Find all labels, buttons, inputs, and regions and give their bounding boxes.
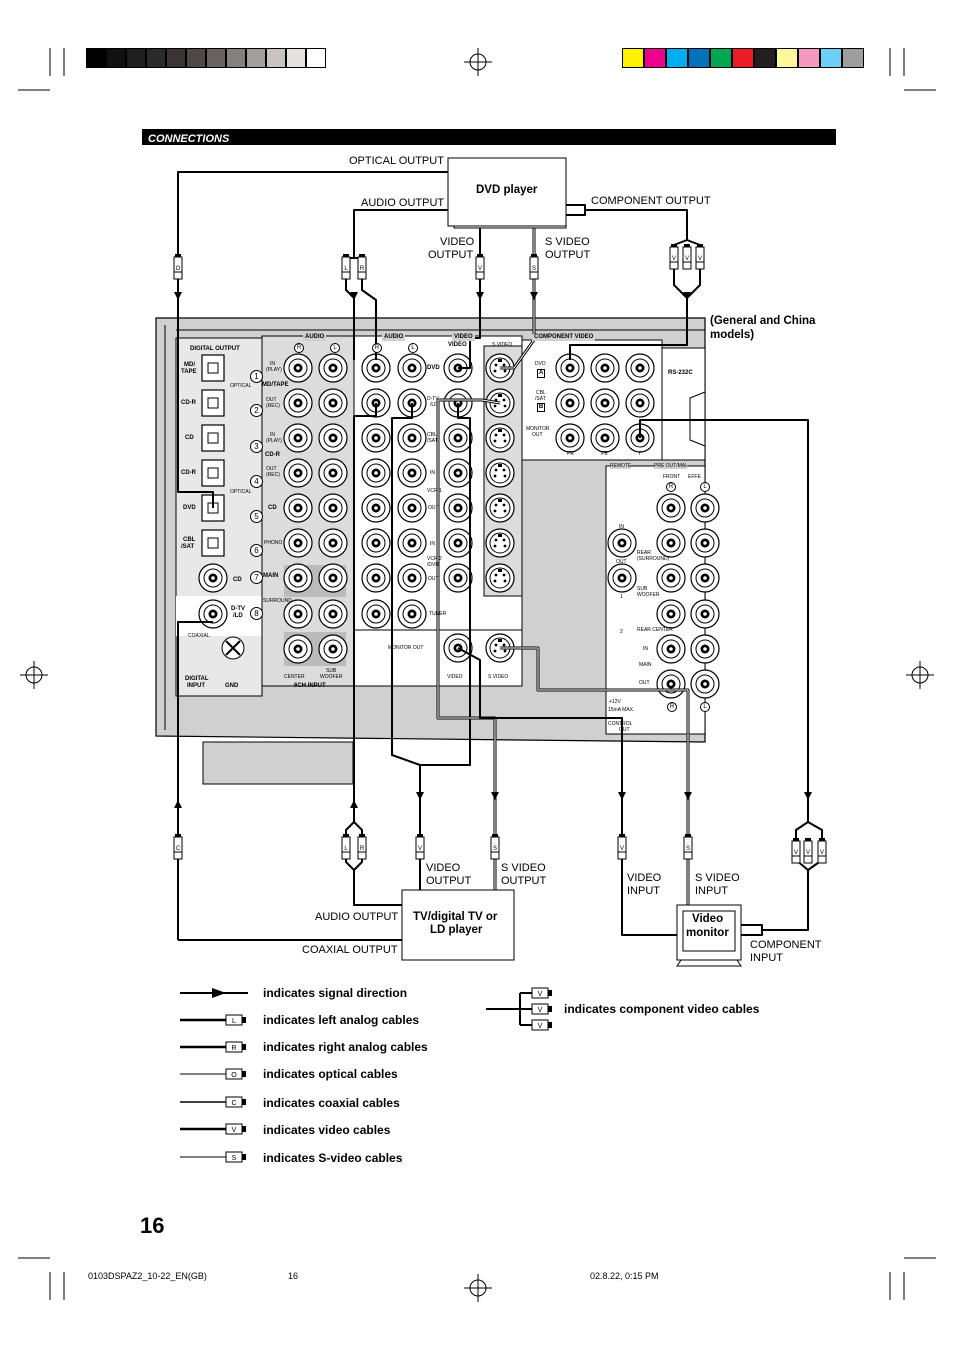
channel-marker: L <box>700 702 710 712</box>
cd-coax-label: CD <box>233 577 242 583</box>
legend-left-analog: indicates left analog cables <box>263 1013 420 1027</box>
legend-component-cable <box>486 993 532 1025</box>
audio-jack <box>398 529 426 557</box>
circled-number: 1 <box>250 370 263 383</box>
component-output-label: COMPONENT OUTPUT <box>591 195 711 207</box>
audio-jack <box>319 564 347 592</box>
audio-jack <box>284 459 312 487</box>
svg-text:O: O <box>231 1072 237 1079</box>
svg-text:V: V <box>231 1127 237 1134</box>
audio-jack <box>284 354 312 382</box>
video-monitor-title-1: Video <box>692 913 724 925</box>
svg-text:L: L <box>344 266 348 272</box>
svideo-plug <box>530 254 538 279</box>
optical-port <box>202 390 224 416</box>
y-label: Y <box>638 451 642 457</box>
dvd-analog-label: DVD <box>427 365 440 371</box>
dvd-video-output-label-1: VIDEO <box>440 236 475 248</box>
channel-marker: R <box>666 482 676 492</box>
tv-audio-output-label: AUDIO OUTPUT <box>315 911 399 923</box>
comp-plug <box>792 838 800 863</box>
comp-monitor-out-label-2: OUT <box>532 432 543 438</box>
sub-woofer-out-label-2: WOOFER <box>637 592 660 598</box>
dvd-component-cable <box>585 210 687 240</box>
comp-plug <box>696 244 704 269</box>
audio-jack <box>284 529 312 557</box>
comp-plug <box>804 838 812 863</box>
main-in-label: IN <box>643 646 648 652</box>
cdr-in-label: IN <box>270 432 275 438</box>
preout-jack <box>657 529 685 557</box>
optical-port <box>202 460 224 486</box>
sub-woofer-label-2: WOOFER <box>320 674 343 680</box>
audio-jack <box>398 424 426 452</box>
component-video-label: COMPONENT VIDEO <box>534 334 594 340</box>
svg-text:L: L <box>232 1018 236 1025</box>
optical-port <box>202 355 224 381</box>
tv-video-output-label-1: VIDEO <box>426 862 461 874</box>
cbl-sat-analog-label-1: CBL <box>427 432 437 438</box>
monitor-out-label: MONITOR OUT <box>388 645 424 651</box>
legend-right-analog: indicates right analog cables <box>263 1040 428 1054</box>
audio-jack <box>362 494 390 522</box>
dtv-ld-analog-label-2: /LD <box>430 402 438 408</box>
rear-label: REAR <box>637 550 651 556</box>
svg-text:V: V <box>819 850 825 856</box>
preout-jack <box>657 635 685 663</box>
svg-text:R: R <box>359 846 365 852</box>
optical-label-1: OPTICAL <box>230 383 252 389</box>
coaxial-label: COAXIAL <box>188 633 210 639</box>
audio-jack <box>398 494 426 522</box>
center-6ch-label: CENTER <box>284 674 305 680</box>
svg-text:V: V <box>417 846 423 852</box>
circled-number: 6 <box>250 544 263 557</box>
preout-jack <box>691 529 719 557</box>
digital-input-label-2: INPUT <box>187 683 205 689</box>
tv-player-title-2: LD player <box>430 924 483 936</box>
comp-monitor-out-label-1: MONITOR <box>526 426 550 432</box>
video-jack <box>444 564 472 592</box>
front-label: FRONT <box>663 474 681 480</box>
svg-text:V: V <box>805 850 811 856</box>
preout-jack <box>657 564 685 592</box>
legend-coaxial: indicates coaxial cables <box>263 1096 400 1110</box>
preout-jack <box>657 494 685 522</box>
left-plug <box>342 254 350 279</box>
tv-svideo-output-label-1: S VIDEO <box>501 862 546 874</box>
vcr2-label-2: /DVR <box>427 562 439 568</box>
signal-arrow <box>804 792 812 800</box>
cd-r-label-1: CD-R <box>181 400 196 406</box>
vcr1-out-label: OUT <box>428 505 439 511</box>
audio-jack <box>398 600 426 628</box>
monitor-video-input-label-1: VIDEO <box>627 872 662 884</box>
component-jack <box>591 389 619 417</box>
audio-jack <box>319 600 347 628</box>
remote-in-label: IN <box>619 524 624 530</box>
optical-plug <box>174 254 182 279</box>
cd-analog-label: CD <box>268 505 277 511</box>
tv-video-output-label-2: OUTPUT <box>426 875 472 887</box>
remote-1-label: 1 <box>620 594 623 600</box>
monitor-video-label: VIDEO <box>447 674 463 680</box>
twelve-v-label: +12V <box>609 699 621 705</box>
tv-coaxial-output-label: COAXIAL OUTPUT <box>302 944 398 956</box>
monitor-component-input-label-2: INPUT <box>750 952 783 964</box>
svg-text:S: S <box>531 266 537 272</box>
svg-text:V: V <box>671 256 677 262</box>
footer-file: 0103DSPAZ2_10-22_EN(GB) <box>88 1271 207 1281</box>
legend-video: indicates video cables <box>263 1123 391 1137</box>
audio-jack <box>284 564 312 592</box>
main-label: MAIN <box>639 662 652 668</box>
signal-arrow <box>684 792 692 800</box>
audio-jack <box>362 600 390 628</box>
svg-text:V: V <box>793 850 799 856</box>
optical-output-label: OPTICAL OUTPUT <box>349 155 444 167</box>
audio-jack <box>284 494 312 522</box>
dvd-svideo-output-label-1: S VIDEO <box>545 236 590 248</box>
circled-number: 8 <box>250 607 263 620</box>
signal-arrow <box>491 792 499 800</box>
model-note-1: (General and China <box>710 315 816 327</box>
control-out-label-2: OUT <box>619 727 630 733</box>
b-mark: B <box>538 404 544 410</box>
footer-page: 16 <box>288 1271 299 1281</box>
rear-surround-label: (SURROUND) <box>637 556 670 562</box>
optical-label-2: OPTICAL <box>230 489 252 495</box>
svideo-jack <box>486 494 514 522</box>
cbl-sat-digital-label-1: CBL <box>183 537 196 543</box>
pre-out-label: PRE OUT/MAI <box>654 463 687 469</box>
comp-cbl-label-1: CBL <box>536 390 546 396</box>
dtv-ld-analog-label-1: D-TV <box>427 396 439 402</box>
cdr-rec-label: (REC) <box>266 472 280 478</box>
svg-text:V: V <box>697 256 703 262</box>
sub-woofer-out-label-1: SUB <box>637 586 648 592</box>
video-plug <box>618 834 626 859</box>
audio-jack <box>319 424 347 452</box>
circled-number: 4 <box>250 475 263 488</box>
audio-output-label: AUDIO OUTPUT <box>361 197 445 209</box>
svg-text:O: O <box>175 266 181 272</box>
rear-center-label: REAR CENTER <box>637 627 673 633</box>
digital-output-label: DIGITAL OUTPUT <box>190 346 240 352</box>
audio-jack <box>284 600 312 628</box>
phono-label: PHONO <box>264 540 283 546</box>
audio-jack <box>284 389 312 417</box>
audio-jack <box>284 424 312 452</box>
legend-component-plug <box>532 1020 552 1030</box>
main-6ch-label: MAIN <box>263 573 279 579</box>
legend-right-cable-plug <box>226 1042 246 1052</box>
md-play-label: (PLAY) <box>266 367 282 373</box>
signal-arrow <box>174 292 182 300</box>
svg-text:L: L <box>344 846 348 852</box>
tv-player-title-1: TV/digital TV or <box>413 911 498 923</box>
svideo-jack <box>486 459 514 487</box>
audio-jack <box>362 529 390 557</box>
gnd-label: GND <box>225 683 239 689</box>
svg-text:V: V <box>537 1007 543 1014</box>
preout-jack <box>691 600 719 628</box>
audio-jack <box>319 354 347 382</box>
section-title: CONNECTIONS <box>148 133 230 145</box>
left-plug <box>342 834 350 859</box>
comp-plug <box>818 838 826 863</box>
control-out-label-1: CONTROL <box>608 721 633 727</box>
video-monitor-title-2: monitor <box>686 927 729 939</box>
monitor-svideo-label: S VIDEO <box>488 674 509 680</box>
md-tape-label-2: TAPE <box>181 369 197 375</box>
video-jack <box>444 424 472 452</box>
pr-label: PR <box>567 451 574 457</box>
channel-marker: L <box>330 343 340 353</box>
svg-text:S: S <box>492 846 498 852</box>
svideo-jack <box>486 424 514 452</box>
component-jack <box>626 389 654 417</box>
svg-text:V: V <box>537 991 543 998</box>
svg-text:V: V <box>619 846 625 852</box>
monitor-svideo-input-label-1: S VIDEO <box>695 872 740 884</box>
main-out-label: OUT <box>639 680 650 686</box>
video-plug <box>476 254 484 279</box>
comp-plug <box>683 244 691 269</box>
dvd-component-stub <box>566 205 585 215</box>
dvd-svideo-output-label-2: OUTPUT <box>545 249 591 261</box>
cdr-play-label: (PLAY) <box>266 438 282 444</box>
audio-jack <box>362 564 390 592</box>
svg-text:V: V <box>537 1023 543 1030</box>
comp-plug <box>670 244 678 269</box>
circled-number: 2 <box>250 404 263 417</box>
optical-port <box>202 530 224 556</box>
svg-text:V: V <box>477 266 483 272</box>
audio-jack <box>319 635 347 663</box>
md-tape-label-1: MD/ <box>184 362 195 368</box>
cd-label-1: CD <box>185 435 194 441</box>
svideo-plug <box>491 834 499 859</box>
preout-jack <box>657 600 685 628</box>
svg-text:C: C <box>175 846 181 852</box>
preout-jack <box>691 635 719 663</box>
coaxial-plug <box>174 834 182 859</box>
legend-component: indicates component video cables <box>564 1002 760 1016</box>
signal-arrow <box>416 792 424 800</box>
signal-arrow <box>618 792 626 800</box>
gnd-terminal <box>222 637 244 659</box>
monitor-comp-1 <box>762 870 808 930</box>
legend-svideo-cable-plug <box>226 1152 246 1162</box>
legend-coaxial-cable-plug <box>226 1097 246 1107</box>
md-in-label: IN <box>270 361 275 367</box>
surround-6ch-label: SURROUND <box>263 598 292 604</box>
preout-jack <box>691 564 719 592</box>
channel-marker: R <box>667 702 677 712</box>
remote-out-label: OUT <box>616 559 627 565</box>
right-plug <box>358 834 366 859</box>
video-jack <box>444 459 472 487</box>
audio-jack <box>362 459 390 487</box>
monitor-component-input-label-1: COMPONENT <box>750 939 822 951</box>
md-rec-label: (REC) <box>266 403 280 409</box>
video-plug <box>416 834 424 859</box>
svg-text:R: R <box>231 1045 237 1052</box>
legend-arrow-head <box>212 988 226 998</box>
s-video-col-label: S VIDEO <box>492 342 513 348</box>
svideo-plug <box>684 834 692 859</box>
comp-dvd-label: DVD <box>535 361 546 367</box>
dtv-ld-coax-label-1: D-TV <box>231 606 245 612</box>
a-mark: A <box>538 370 544 376</box>
audio-jack <box>398 354 426 382</box>
audio-jack <box>319 389 347 417</box>
monitor-component-stub <box>741 925 762 935</box>
audio-jack <box>319 494 347 522</box>
right-plug <box>358 254 366 279</box>
monitor-svideo-input-label-2: INPUT <box>695 885 728 897</box>
coaxial-jack <box>199 564 227 592</box>
dvd-player-title: DVD player <box>476 184 538 196</box>
audio-jack <box>398 459 426 487</box>
audio-jack <box>362 424 390 452</box>
circled-number: 5 <box>250 510 263 523</box>
preout-jack <box>691 494 719 522</box>
optical-port <box>202 425 224 451</box>
comp-cbl-label-2: /SAT <box>535 396 546 402</box>
signal-arrow <box>476 292 484 300</box>
legend-video-cable-plug <box>226 1124 246 1134</box>
svg-text:S: S <box>685 846 691 852</box>
effect-label: EFFE <box>688 474 701 480</box>
signal-arrow <box>350 800 358 808</box>
remote-label: REMOTE <box>610 463 632 469</box>
fifteen-ma-label: 15mA MAX. <box>608 707 635 713</box>
audio-label-1: AUDIO <box>305 334 325 340</box>
component-jack <box>591 354 619 382</box>
legend-signal-direction: indicates signal direction <box>263 986 408 1000</box>
svg-text:V: V <box>684 256 690 262</box>
remote-jack <box>608 529 636 557</box>
remote-jack <box>608 564 636 592</box>
legend-component-plug <box>532 1004 552 1014</box>
svideo-jack <box>486 564 514 592</box>
cdr-section-label: CD-R <box>265 452 280 458</box>
audio-label-2: AUDIO <box>384 334 404 340</box>
vcr2-label-1: VCR 2 <box>427 556 442 562</box>
audio-jack <box>319 459 347 487</box>
preout-jack <box>657 670 685 698</box>
six-ch-input-label: 6CH INPUT <box>294 683 326 689</box>
svg-text:S: S <box>231 1155 237 1162</box>
dtv-ld-coax-label-2: /LD <box>233 613 243 619</box>
digital-input-label-1: DIGITAL <box>185 676 209 682</box>
coaxial-jack <box>199 600 227 628</box>
model-note-2: models) <box>710 329 755 341</box>
legend-component-plug <box>532 988 552 998</box>
audio-jack <box>319 529 347 557</box>
legend-left-cable-plug <box>226 1015 246 1025</box>
channel-marker: L <box>700 482 710 492</box>
vcr2-out-label: OUT <box>428 576 439 582</box>
cbl-sat-analog-label-2: /SAT <box>427 438 438 444</box>
channel-marker: R <box>294 343 304 353</box>
audio-jack <box>284 635 312 663</box>
channel-marker: R <box>372 343 382 353</box>
remote-2-label: 2 <box>620 629 623 635</box>
md-out-label: OUT <box>266 397 277 403</box>
video-col-label: VIDEO <box>448 342 467 348</box>
footer-timestamp: 02.8.22, 0:15 PM <box>590 1271 659 1281</box>
circled-number: 3 <box>250 440 263 453</box>
vcr1-label: VCR 1 <box>427 488 442 494</box>
cdr-out-label: OUT <box>266 466 277 472</box>
pb-label: PB <box>601 451 608 457</box>
dvd-digital-label: DVD <box>183 505 196 511</box>
legend-optical: indicates optical cables <box>263 1067 398 1081</box>
cd-r-label-2: CD-R <box>181 470 196 476</box>
component-jack <box>626 354 654 382</box>
md-tape-section-label: MD/TAPE <box>262 382 289 388</box>
channel-marker: L <box>408 343 418 353</box>
svideo-jack <box>486 529 514 557</box>
audio-jack <box>398 564 426 592</box>
tuner-label: TUNER <box>429 611 447 617</box>
signal-arrow <box>174 800 182 808</box>
svg-text:C: C <box>231 1100 237 1107</box>
component-jack <box>556 424 584 452</box>
preout-jack <box>691 670 719 698</box>
monitor-video-input-label-2: INPUT <box>627 885 660 897</box>
component-jack <box>556 389 584 417</box>
rs232c-label: RS-232C <box>668 370 693 376</box>
legend-optical-cable-plug <box>226 1069 246 1079</box>
legend-svideo: indicates S-video cables <box>263 1151 403 1165</box>
dvd-video-output-label-2: OUTPUT <box>428 249 474 261</box>
component-jack <box>591 424 619 452</box>
cbl-sat-digital-label-2: /SAT <box>181 544 195 550</box>
tv-svideo-output-label-2: OUTPUT <box>501 875 547 887</box>
vcr1-in-label: IN <box>430 470 435 476</box>
svg-text:R: R <box>359 266 365 272</box>
video-jack <box>444 529 472 557</box>
vcr2-in-label: IN <box>430 541 435 547</box>
circled-number: 7 <box>250 571 263 584</box>
video-label-top: VIDEO <box>454 334 473 340</box>
video-jack <box>444 494 472 522</box>
page-number: 16 <box>140 1213 165 1238</box>
signal-arrow <box>530 292 538 300</box>
sub-woofer-label-1: SUB <box>326 668 337 674</box>
